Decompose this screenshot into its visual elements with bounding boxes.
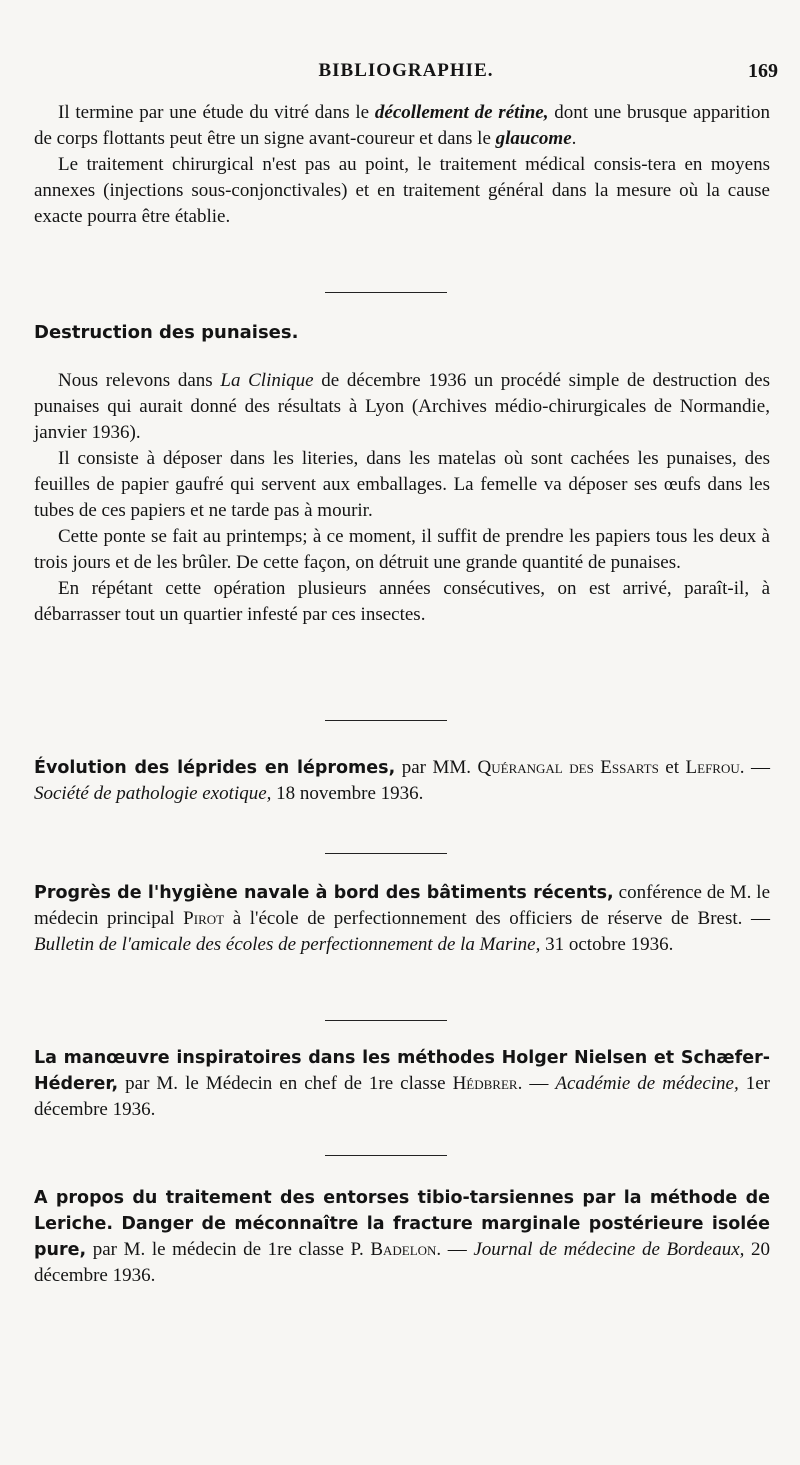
section-divider	[325, 292, 447, 293]
journal-title: Académie de médecine,	[555, 1073, 739, 1094]
text-run: . —	[739, 757, 770, 778]
text-run: dont une brusque apparition de corps flottants peut être un signe avant-coureur et dans le	[34, 102, 770, 149]
intro-paragraph-2: Le traitement chirurgical n'est pas au point, le traitement médical consis-tera en moyens annexes (injections sous-conjonctivales) et en traitement général dans la mesure où la cause exacte pourra être établie.	[34, 154, 770, 227]
intro-paragraph-1	[34, 100, 770, 152]
author-name: Hédbrer	[452, 1073, 518, 1094]
entry-manoeuvre	[34, 1045, 770, 1123]
entry-title: Progrès de l'hygiène navale à bord des bâtiments récents,	[34, 883, 614, 903]
entry-title: La manœuvre inspiratoires dans les méthodes Holger Nielsen et Schæfer-Héderer,	[34, 1048, 770, 1094]
punaises-paragraph-3: Cette ponte se fait au printemps; à ce moment, il suffit de prendre les papiers tous les deux à trois jours et de les brûler. De cette façon, on détruit une grande quantité de punaises.	[34, 526, 770, 573]
entry-lepromes	[34, 755, 770, 807]
text-run: conférence de M. le médecin principal	[34, 882, 771, 929]
page-number: 169	[748, 60, 778, 82]
text-run: .	[571, 128, 577, 149]
entry-hygiene	[34, 880, 770, 958]
punaises-body	[34, 368, 770, 628]
section-divider	[325, 1020, 447, 1021]
text-run: 31 octobre 1936.	[540, 934, 674, 955]
section-divider	[325, 720, 447, 721]
page-header	[34, 60, 778, 90]
author-name: Pirot	[183, 908, 225, 929]
section-divider	[325, 853, 447, 854]
entry-title: Évolution des léprides en lépromes,	[34, 758, 396, 778]
emphasis-text: décollement de rétine,	[374, 102, 549, 123]
text-run: . —	[436, 1239, 474, 1260]
text-run: Il termine par une étude du vitré dans le	[58, 102, 375, 123]
author-name: Quérangal des Essarts	[477, 757, 659, 778]
text-run: par MM.	[395, 757, 478, 778]
author-name: Badelon	[370, 1239, 437, 1260]
entry-title: A propos du traitement des entorses tibio-tarsiennes par la méthode de Leriche. Danger de méconnaître la fracture marginale postérieure isolée pure,	[34, 1188, 770, 1260]
bibliography-entry	[34, 1185, 770, 1289]
bibliography-entry	[34, 1045, 770, 1123]
bibliography-entry	[34, 880, 770, 958]
text-run: par M. le médecin de 1re classe P.	[86, 1239, 371, 1260]
bibliography-entry	[34, 755, 770, 807]
journal-title: Journal de médecine de Bordeaux,	[473, 1239, 745, 1260]
text-run: . —	[517, 1073, 556, 1094]
journal-title: Bulletin de l'amicale des écoles de perfectionnement de la Marine,	[34, 934, 541, 955]
text-run: de décembre 1936 un procédé simple de destruction des punaises qui aurait donné des résultats à Lyon (Archives médio-chirurgicales de Normandie, janvier 1936).	[34, 370, 771, 443]
text-run: et	[658, 757, 686, 778]
text-run: 1er décembre 1936.	[34, 1073, 770, 1120]
text-run: Nous relevons dans	[58, 370, 221, 391]
journal-title: La Clinique	[220, 370, 314, 391]
text-run: 20 décembre 1936.	[34, 1239, 771, 1286]
author-name: Lefrou	[685, 757, 740, 778]
punaises-paragraph-1	[34, 368, 770, 446]
text-run: 18 novembre 1936.	[271, 783, 424, 804]
text-run: à l'école de perfectionnement des officiers de réserve de Brest. —	[224, 908, 771, 929]
intro-block	[34, 100, 770, 230]
section-divider	[325, 1155, 447, 1156]
punaises-paragraph-2: Il consiste à déposer dans les literies, dans les matelas où sont cachées les punaises, des feuilles de papier gaufré qui servent aux emballages. La femelle va déposer ses œufs dans les tubes de ces papiers et ne tarde pas à mourir.	[34, 448, 770, 521]
emphasis-text: glaucome	[495, 128, 572, 149]
section-title-punaises: Destruction des punaises.	[34, 322, 299, 343]
journal-title: Société de pathologie exotique,	[34, 783, 272, 804]
punaises-paragraph-4: En répétant cette opération plusieurs années consécutives, on est arrivé, paraît-il, à débarrasser tout un quartier infesté par ces insectes.	[34, 578, 770, 625]
entry-entorses	[34, 1185, 770, 1289]
text-run: par M. le Médecin en chef de 1re classe	[118, 1073, 453, 1094]
running-title: BIBLIOGRAPHIE.	[318, 60, 494, 81]
